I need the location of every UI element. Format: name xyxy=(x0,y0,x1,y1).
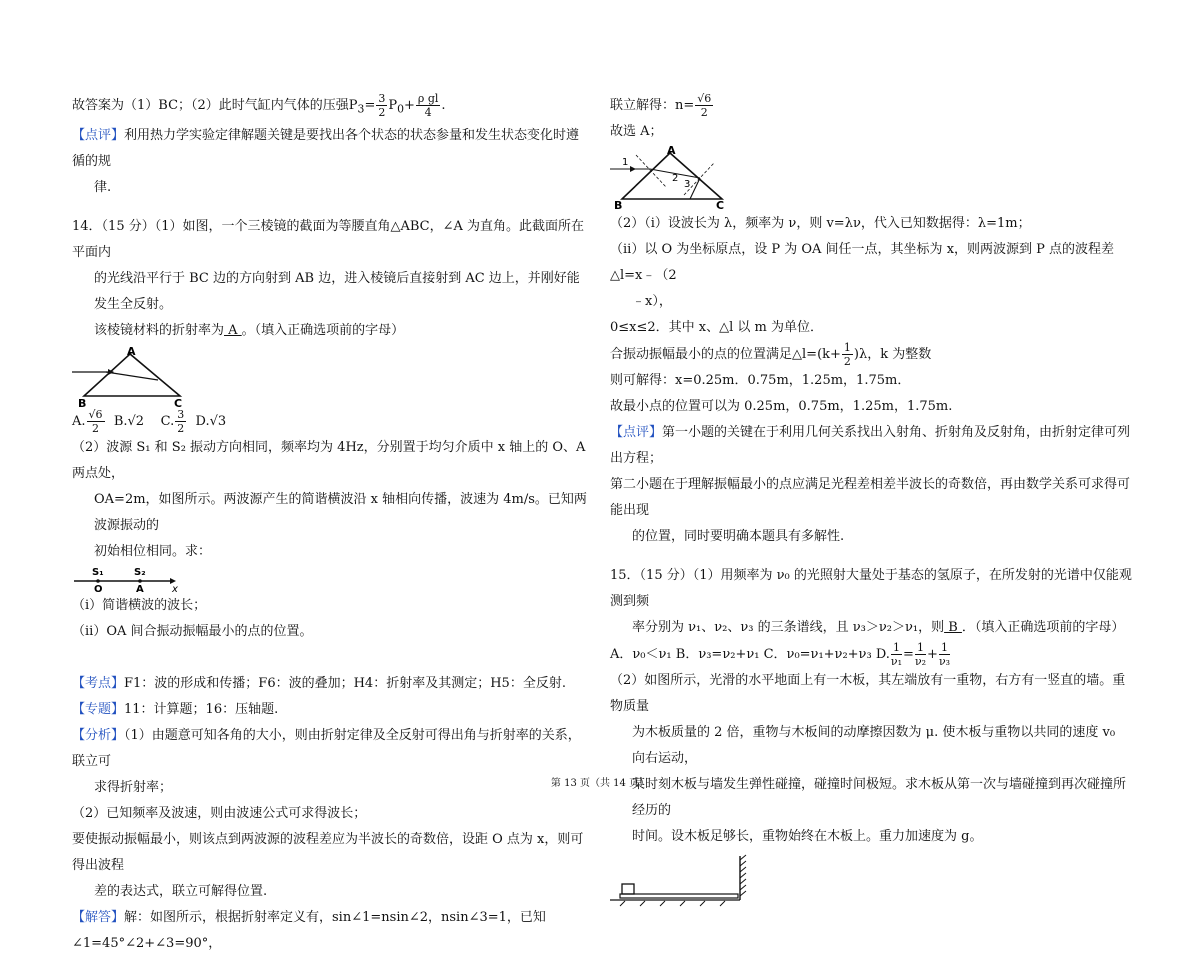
half-fraction: $\frac{1}{2}$ xyxy=(843,341,851,368)
question-15-line2: 率分别为 ν₁、ν₂、ν₃ 的三条谱线，且 ν₃＞ν₂＞ν₁，则 B ．（填入正确选项前的字母） xyxy=(632,620,1125,635)
min-amplitude-condition: 合振动振幅最小的点的位置满足△l=(k+ $\frac{1}{2}$ )λ，k 为整数 xyxy=(610,341,932,368)
label-o: O xyxy=(94,583,103,593)
comment-continued: 律. xyxy=(94,179,112,195)
question-15-line1: 15．（15 分）（1）用频率为 ν₀ 的光照射大量处于基态的氢原子，在所发射的光谱中仅能观测到频 xyxy=(610,568,1132,609)
solution-result: 联立解得：n= $\frac{√6}{2}$ xyxy=(610,92,712,119)
comment-tag: 【点评】 xyxy=(610,425,663,440)
answer-text: 故答案为（1）BC；（2）此时气缸内气体的压强 xyxy=(72,98,349,113)
knowledge-point: 【考点】F1：波的形成和传播；F6：波的叠加；H4：折射率及其测定；H5：全反射. xyxy=(72,675,566,691)
final-result: 故最小点的位置可以为 0.25m，0.75m，1.25m，1.75m. xyxy=(610,399,953,414)
page-footer: 第 13 页（共 14 页） xyxy=(550,778,650,789)
question-15-part2-line4: 时间。设木板足够长，重物始终在木板上。重力加速度为 g。 xyxy=(632,829,983,844)
question-15-options: A．ν₀＜ν₁ B．ν₃=ν₂+ν₁ C．ν₀=ν₁+ν₂+ν₃ D. $\frac{1}{\text{ν₁}}$ = $\frac{1}{\text{ν₂}}$ + $\frac{1}{\text{ν₃}}$ xyxy=(610,641,951,668)
fraction-3-2: $\frac{3}{2}$ xyxy=(378,92,386,119)
question-14-part2-line3: 初始相位相同。求： xyxy=(94,543,212,559)
option-b: B.√2 xyxy=(113,413,145,429)
option-b: B．ν₃=ν₂+ν₁ xyxy=(675,647,760,662)
right-column xyxy=(610,92,1132,912)
prism-solution-diagram xyxy=(610,145,740,211)
comment-paragraph: 【点评】第一小题的关键在于利用几何关系找出入射角、折射角及反射角，由折射定律可列出方程； xyxy=(610,425,1131,466)
label-x: x xyxy=(172,583,178,593)
vertex-label-b: B xyxy=(614,199,623,211)
answer-line: 故答案为（1）BC；（2）此时气缸内气体的压强$P_3=$ $\frac{3}{2}$ $P_0+$ $\frac{\text{ρ gl}}{4}$ . xyxy=(72,92,446,119)
answer-blank: B xyxy=(944,620,962,635)
formula-p0: $P_0+$ xyxy=(388,98,415,116)
formula-p3: $P_3=$ xyxy=(348,98,376,116)
option-a: A．ν₀＜ν₁ xyxy=(610,647,672,662)
analysis-continued: 求得折射率； xyxy=(94,779,173,795)
wave-source-axis-diagram xyxy=(72,565,182,593)
angle-label-1: 1 xyxy=(622,157,629,168)
analysis: 【分析】（1）由题意可知各角的大小，则由折射定律及全反射可得出角与折射率的关系，联立可 xyxy=(72,727,581,769)
option-d-frac1: $\frac{1}{\text{ν₁}}$ xyxy=(890,641,903,668)
topic: 【专题】11：计算题；16：压轴题. xyxy=(72,701,279,717)
part2-i: （2）（i）设波长为 λ，频率为 ν，则 v=λν，代入已知数据得：λ=1m； xyxy=(610,216,1031,231)
vertex-label-a: A xyxy=(667,145,676,157)
question-14-part2-line1: （2）波源 S₁ 和 S₂ 振动方向相同，频率均为 4Hz，分别置于均匀介质中 x 轴上的 O、A 两点处， xyxy=(72,439,586,481)
comment-paragraph: 【点评】利用热力学实验定律解题关键是要找出各个状态的状态参量和发生状态变化时遵循的规 xyxy=(72,127,580,169)
vertex-label-b: B xyxy=(78,396,87,408)
knowledge-tag: 【考点】 xyxy=(72,675,125,691)
option-d-frac3: $\frac{1}{\text{ν₃}}$ xyxy=(938,641,951,668)
result-fraction: $\frac{√6}{2}$ xyxy=(697,92,712,119)
vertex-label-a: A xyxy=(127,345,136,358)
prism-diagram xyxy=(72,346,202,408)
question-15-part2-line3: 某时刻木板与墙发生弹性碰撞，碰撞时间极短。求木板从第一次与墙碰撞到再次碰撞所经历的 xyxy=(632,777,1127,818)
question-14-part2-line2: OA=2m，如图所示。两波源产生的简谐横波沿 x 轴相向传播，波速为 4m/s。已知两波源振动的 xyxy=(94,491,587,533)
part2-ii-continued: ﹣x）， xyxy=(632,294,672,309)
left-column xyxy=(72,92,592,957)
question-14-line1: 14．（15 分）（1）如图，一个三棱镜的截面为等腰直角△ABC，∠A 为直角。此截面所在平面内 xyxy=(72,218,585,260)
topic-tag: 【专题】 xyxy=(72,701,125,717)
option-a-fraction: $\frac{√6}{2}$ xyxy=(88,407,103,435)
part2-ii: （ii）以 O 为坐标原点，设 P 为 OA 间任一点，其坐标为 x，则两波源到 P 点的波程差△l=x﹣（2 xyxy=(610,242,1115,283)
analysis-part3: 要使振动振幅最小，则该点到两波源的波程差应为半波长的奇数倍，设距 O 点为 x，则可得出波程 xyxy=(72,831,584,873)
question-14-line3: 该棱镜材料的折射率为 A 。（填入正确选项前的字母） xyxy=(94,322,405,338)
option-d: D.√3 xyxy=(195,413,227,429)
analysis-part2: （2）已知频率及波速，则由波速公式可求得波长； xyxy=(72,805,367,821)
option-c-fraction: $\frac{3}{2}$ xyxy=(177,407,185,435)
question-14-options: A. $\frac{√6}{2}$ B.√2 C. $\frac{3}{2}$ D.√3 xyxy=(72,407,227,435)
analysis-tag: 【分析】 xyxy=(72,727,125,743)
angle-label-2: 2 xyxy=(672,173,679,184)
range-line: 0≤x≤2．其中 x、△l 以 m 为单位． xyxy=(610,320,824,335)
comment-line2: 第二小题在于理解振幅最小的点应满足光程差相差半波长的奇数倍，再由数学关系可求得可能出现 xyxy=(610,477,1131,518)
question-14-line2: 的光线沿平行于 BC 边的方向射到 AB 边，进入棱镜后直接射到 AC 边上，并刚好能发生全反射。 xyxy=(94,270,580,312)
fraction-rho-gl-4: $\frac{\text{ρ gl}}{4}$ xyxy=(417,92,439,119)
board-wall-diagram xyxy=(610,852,770,912)
choose-a: 故选 A； xyxy=(610,124,663,139)
subquestion-ii: （ii）OA 间合振动振幅最小的点的位置。 xyxy=(72,623,313,639)
answer-blank: A xyxy=(224,322,242,338)
option-c: C．ν₀=ν₁+ν₂+ν₃ xyxy=(763,647,872,662)
comment-tag: 【点评】 xyxy=(72,127,125,143)
label-a: A xyxy=(136,583,144,593)
vertex-label-c: C xyxy=(716,199,725,211)
comment-line3: 的位置，同时要明确本题具有多解性. xyxy=(632,529,845,544)
analysis-part3-continued: 差的表达式，联立可解得位置. xyxy=(94,883,268,899)
label-s2: S₂ xyxy=(134,566,146,578)
solution: 【解答】解：如图所示，根据折射率定义有，sin∠1=nsin∠2，nsin∠3=1，已知∠1=45°∠2+∠3=90°， xyxy=(72,909,546,951)
solution-tag: 【解答】 xyxy=(72,909,125,925)
solve-result: 则可解得：x=0.25m．0.75m，1.25m，1.75m． xyxy=(610,373,911,388)
vertex-label-c: C xyxy=(174,396,183,408)
label-s1: S₁ xyxy=(92,566,104,578)
angle-label-3: 3 xyxy=(684,179,691,190)
option-d-frac2: $\frac{1}{\text{ν₂}}$ xyxy=(914,641,927,668)
question-15-part2-line2: 为木板质量的 2 倍，重物与木板间的动摩擦因数为 μ. 使木板与重物以共同的速度 v₀ 向右运动， xyxy=(632,725,1116,766)
question-15-part2-line1: （2）如图所示，光滑的水平地面上有一木板，其左端放有一重物，右方有一竖直的墙。重物质量 xyxy=(610,673,1126,714)
subquestion-i: （i）简谐横波的波长； xyxy=(72,597,207,613)
